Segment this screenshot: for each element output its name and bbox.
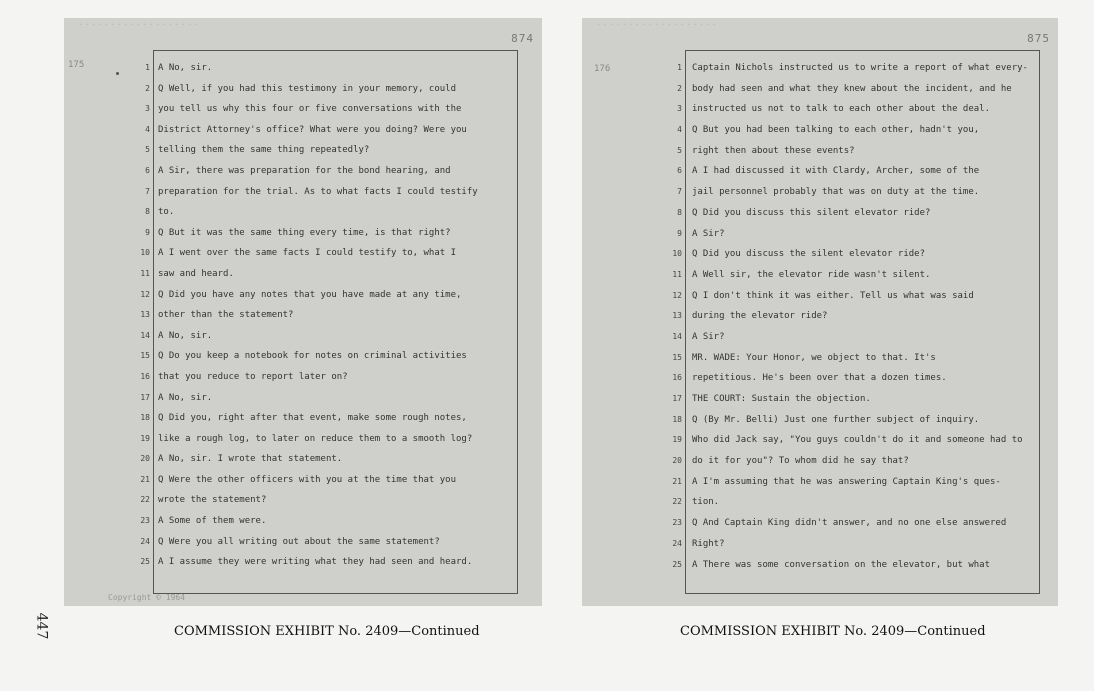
left-caption: COMMISSION EXHIBIT No. 2409—Continued [174,624,480,639]
line-text: A I'm assuming that he was answering Captain King's ques- [692,476,1001,487]
line-number: 8 [145,207,150,217]
line-number: 14 [672,331,682,341]
line-number: 20 [672,456,682,466]
line-text: other than the statement? [158,310,294,321]
line-number: 15 [672,352,682,362]
line-text: A Sir? [692,228,725,239]
transcript-line [64,120,542,141]
line-text: Right? [692,538,725,549]
line-text: A No, sir. [158,330,213,341]
line-number: 4 [145,124,150,134]
line-number: 10 [140,248,150,258]
line-text: A I assume they were writing what they had seen and heard. [158,557,473,568]
transcript-line [64,285,542,306]
line-text: you tell us why this four or five conversations with the [158,104,462,115]
line-text: Q Did you discuss this silent elevator ride? [692,207,931,218]
line-text: repetitious. He's been over that a dozen times. [692,373,947,384]
transcript-line [582,348,1058,369]
transcript-line [64,58,542,79]
line-number: 15 [140,351,150,361]
transcript-line [64,140,542,161]
line-text: A No, sir. [158,392,213,403]
transcript-line [64,470,542,491]
right-caption: COMMISSION EXHIBIT No. 2409—Continued [680,624,986,639]
transcript-line [582,389,1058,410]
left-copyright: Copyright © 1964 [108,593,186,602]
transcript-line [64,99,542,120]
transcript-line [582,203,1058,224]
line-number: 6 [145,165,150,175]
line-number: 9 [677,228,682,238]
transcript-line [582,451,1058,472]
line-text: like a rough log, to later on reduce them to a smooth log? [158,433,473,444]
line-number: 13 [140,310,150,320]
transcript-line [64,264,542,285]
line-number: 1 [145,63,150,72]
line-text: Q Did you have any notes that you have made at any time, [158,289,462,300]
right-corner-number: 176 [594,64,611,74]
right-transcript-page [582,18,1058,606]
line-text: A Sir? [692,331,725,342]
left-faded-header: ................... [78,18,200,28]
line-text: Q Did you discuss the silent elevator ride? [692,249,925,260]
line-number: 2 [145,83,150,93]
line-number: 22 [140,495,150,505]
line-number: 3 [677,104,682,114]
line-text: instructed us not to talk to each other about the deal. [692,104,991,115]
line-number: 21 [672,476,682,486]
line-text: wrote the statement? [158,495,267,506]
line-number: 2 [677,83,682,93]
line-text: District Attorney's office? What were you doing? Were you [158,124,467,135]
transcript-line [64,346,542,367]
transcript-line [582,265,1058,286]
line-text: that you reduce to report later on? [158,371,348,382]
line-text: THE COURT: Sustain the objection. [692,394,871,404]
line-text: Q And Captain King didn't answer, and no one else answered [692,518,1007,529]
line-text: saw and heard. [158,268,234,279]
line-text: A Sir, there was preparation for the bond hearing, and [158,165,451,176]
line-text: body had seen and what they knew about the incident, and he [692,83,1012,94]
transcript-line [582,555,1058,576]
line-text: A No, sir. I wrote that statement. [158,454,343,465]
line-number: 7 [145,186,150,196]
line-text: Q Well, if you had this testimony in your memory, could [158,83,457,94]
transcript-line [582,472,1058,493]
line-number: 8 [677,207,682,217]
transcript-line [582,534,1058,555]
transcript-line [64,326,542,347]
transcript-line [64,243,542,264]
transcript-line [582,410,1058,431]
transcript-line [582,141,1058,162]
line-text: Q I don't think it was either. Tell us what was said [692,290,974,301]
line-text: A I went over the same facts I could testify to, what I [158,248,457,259]
line-text: preparation for the trial. As to what facts I could testify [158,186,478,197]
transcript-line [64,182,542,203]
line-text: do it for you"? To whom did he say that? [692,456,909,467]
line-text: Q Do you keep a notebook for notes on criminal activities [158,351,467,362]
line-number: 5 [145,145,150,155]
left-corner-number: 175 [68,60,85,70]
right-page-number: 875 [1027,32,1050,45]
right-faded-header: ................... [596,18,718,28]
transcript-line [64,449,542,470]
transcript-line [64,408,542,429]
transcript-line [582,513,1058,534]
line-text: Captain Nichols instructed us to write a report of what every- [692,63,1028,73]
line-number: 18 [672,414,682,424]
line-number: 16 [140,371,150,381]
transcript-line [582,120,1058,141]
transcript-line [582,99,1058,120]
line-number: 9 [145,227,150,237]
transcript-line [64,429,542,450]
transcript-line [582,327,1058,348]
line-text: Q (By Mr. Belli) Just one further subject of inquiry. [692,414,980,425]
line-number: 10 [672,249,682,259]
side-page-number: 447 [33,612,50,640]
line-text: A There was some conversation on the elevator, but what [692,559,991,570]
line-number: 12 [672,290,682,300]
transcript-line [64,305,542,326]
line-number: 12 [140,289,150,299]
line-text: Q Were you all writing out about the same statement? [158,536,440,547]
line-text: tion. [692,497,720,508]
line-text: to. [158,207,175,218]
transcript-line [64,552,542,573]
transcript-line [582,244,1058,265]
line-text: during the elevator ride? [692,311,828,322]
line-text: A Some of them were. [158,516,267,527]
transcript-line [582,492,1058,513]
transcript-line [582,430,1058,451]
line-number: 17 [672,394,682,403]
transcript-line [64,388,542,409]
transcript-line [582,58,1058,79]
line-number: 18 [140,413,150,423]
line-number: 20 [140,454,150,464]
transcript-line [582,306,1058,327]
left-page-number: 874 [511,32,534,45]
line-number: 14 [140,330,150,340]
line-number: 11 [140,268,150,278]
line-number: 5 [677,145,682,155]
line-text: Q But you had been talking to each other, hadn't you, [692,125,980,136]
line-text: jail personnel probably that was on duty at the time. [692,187,980,198]
line-number: 3 [145,104,150,114]
line-number: 24 [140,536,150,546]
line-number: 19 [672,435,682,445]
transcript-line [64,511,542,532]
line-text: Who did Jack say, "You guys couldn't do it and someone had to [692,435,1023,446]
line-number: 4 [677,125,682,135]
transcript-line [64,532,542,553]
punch-mark [116,72,119,75]
right-transcript-lines [582,58,1058,575]
line-number: 22 [672,497,682,507]
transcript-line [582,161,1058,182]
line-text: A No, sir. [158,63,213,73]
line-number: 6 [677,166,682,176]
line-text: telling them the same thing repeatedly? [158,145,370,156]
transcript-line [64,202,542,223]
transcript-line [582,368,1058,389]
line-text: A Well sir, the elevator ride wasn't silent. [692,269,931,280]
line-text: right then about these events? [692,145,855,156]
line-number: 7 [677,187,682,197]
transcript-line [64,79,542,100]
transcript-line [582,79,1058,100]
line-number: 16 [672,373,682,383]
left-transcript-page [64,18,542,606]
left-transcript-lines [64,58,542,573]
transcript-line [64,161,542,182]
transcript-line [64,367,542,388]
line-number: 23 [672,518,682,528]
line-number: 11 [672,269,682,279]
line-text: Q Were the other officers with you at the time that you [158,474,457,485]
line-text: A I had discussed it with Clardy, Archer, some of the [692,166,980,177]
line-number: 1 [677,63,682,72]
line-number: 25 [140,557,150,567]
line-text: Q Did you, right after that event, make some rough notes, [158,413,467,424]
transcript-line [64,490,542,511]
transcript-line [582,182,1058,203]
line-number: 13 [672,311,682,321]
transcript-line [64,223,542,244]
line-number: 25 [672,559,682,569]
line-number: 23 [140,516,150,526]
line-text: Q But it was the same thing every time, is that right? [158,227,451,238]
line-number: 24 [672,538,682,548]
line-number: 19 [140,433,150,443]
transcript-line [582,286,1058,307]
line-number: 21 [140,474,150,484]
line-number: 17 [140,392,150,402]
transcript-line [582,224,1058,245]
line-text: MR. WADE: Your Honor, we object to that. It's [692,352,936,363]
